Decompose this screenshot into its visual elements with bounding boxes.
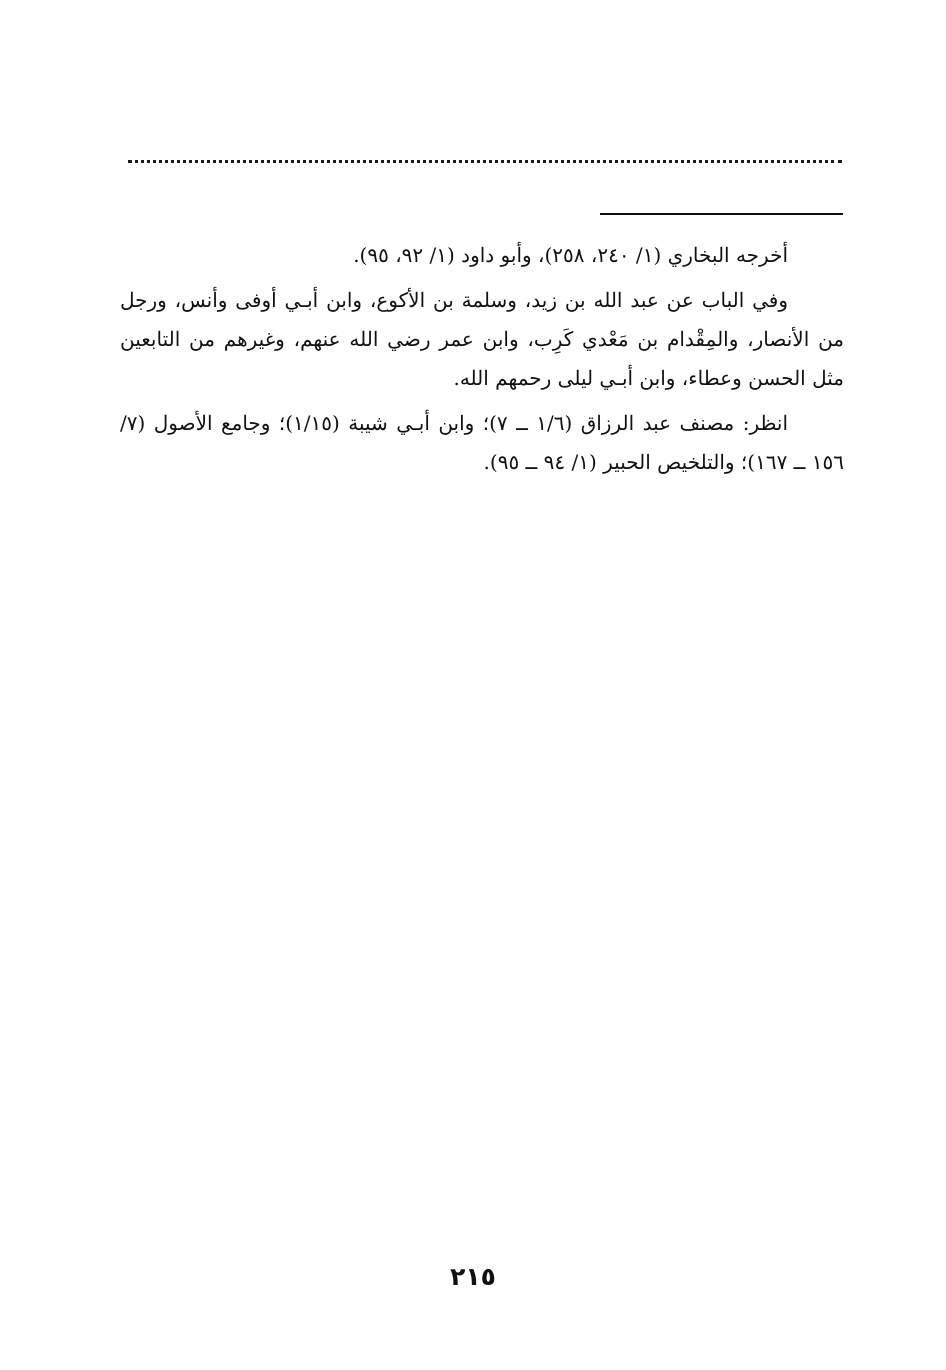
dotted-separator	[128, 160, 842, 163]
footnote-paragraph-takhrij: أخرجه البخاري (١/ ٢٤٠، ٢٥٨)، وأبو داود (١/ ٩٢، ٩٥).	[353, 243, 788, 267]
page-number: ٢١٥	[450, 1262, 496, 1291]
footnote-separator-line	[600, 213, 843, 215]
footnote-paragraph-references: انظر: مصنف عبد الرزاق (١/٦ ــ ٧)؛ وابن أبـي شيبة (١/١٥)؛ وجامع الأصول (٧/ ١٥٦ ــ ١٦٧)؛ والتلخيص الحبير (١/ ٩٤ ــ ٩٥).	[120, 411, 844, 474]
footnote-paragraph-related-narrations: وفي الباب عن عبد الله بن زيد، وسلمة بن الأكوع، وابن أبـي أوفى وأنس، ورجل من الأنصار، والمِقْدام بن مَعْدي كَرِب، وابن عمر رضي الله عنهم، وغيرهم من التابعين مثل الحسن وعطاء، وابن أبـي ليلى رحمهم الله.	[120, 288, 844, 390]
footnotes-block	[120, 236, 844, 488]
